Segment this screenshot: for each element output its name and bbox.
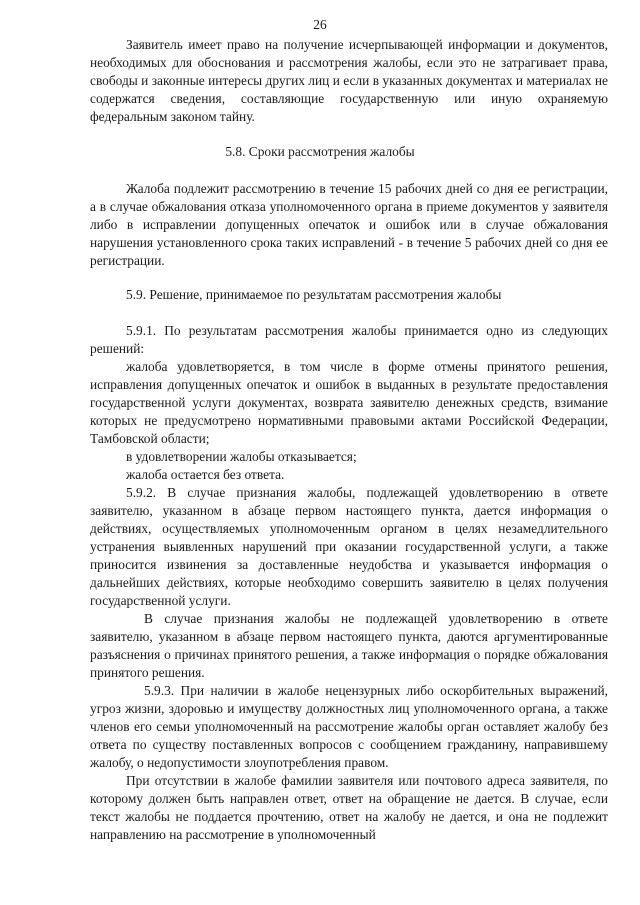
- section-5-9-block: [90, 322, 608, 844]
- rights-paragraph-block: [90, 36, 608, 126]
- paragraph-5-9-2: 5.9.2. В случае признания жалобы, подлежащей удовлетворению в ответе заявителю, указанном в абзаце первом настоящего пункта, дается информация о действиях, осуществляемых уполномоченным органом в целях незамедлительного устранения выявленных нарушений при оказании государственной услуги, а также приносится извинения за доставленные неудобства и указывается информация о дальнейших действиях, которые необходимо совершить заявителю в целях получения государственной услуги.: [90, 485, 608, 608]
- paragraph-5-9-3: 5.9.3. При наличии в жалобе нецензурных либо оскорбительных выражений, угроз жизни, здоровью и имуществу должностных лиц уполномоченного органа, а также членов его семьи уполномоченный на рассмотрение жалобы орган оставляет жалобу без ответа по существу поставленных вопросов с сообщением гражданину, направившему жалобу, о недопустимости злоупотребления правом.: [90, 683, 608, 770]
- paragraph-5-9-1: 5.9.1. По результатам рассмотрения жалобы принимается одно из следующих решений:: [90, 323, 608, 356]
- option-complaint-satisfied: жалоба удовлетворяется, в том числе в форме отмены принятого решения, исправления допущенных опечаток и ошибок в выданных в результате предоставления государственной услуги документах, возврата заявителю денежных средств, взимание которых не предусмотрено нормативными правовыми актами Российской Федерации, Тамбовской области;: [90, 359, 608, 446]
- page-number: 26: [313, 17, 327, 32]
- paragraph-missing-surname: При отсутствии в жалобе фамилии заявителя или почтового адреса заявителя, по которому должен быть направлен ответ, ответ на обращение не дается. В случае, если текст жалобы не поддается прочтению, ответ на жалобу не дается, и она не подлежит направлению на рассмотрение в уполномоченный: [90, 773, 608, 842]
- paragraph-applicant-rights: Заявитель имеет право на получение исчерпывающей информации и документов, необходимых для обоснования и рассмотрения жалобы, если это не затрагивает права, свободы и законные интересы других лиц и если в указанных документах и материалах не содержатся сведения, составляющие государственную или иную охраняемую федеральным законом тайну.: [90, 37, 608, 124]
- paragraph-review-deadlines: Жалоба подлежит рассмотрению в течение 15 рабочих дней со дня ее регистрации, а в случае обжалования отказа уполномоченного органа в приеме документов у заявителя либо в исправлении допущенных опечаток и ошибок или в случае обжалования нарушения установленного срока таких исправлений - в течение 5 рабочих дней со дня ее регистрации.: [90, 181, 608, 268]
- section-5-8-block: [90, 180, 608, 270]
- option-complaint-no-answer: жалоба остается без ответа.: [126, 467, 285, 482]
- paragraph-5-9-2-refusal: В случае признания жалобы не подлежащей удовлетворению в ответе заявителю, указанном в абзаце первом настоящего пункта, даются аргументированные разъяснения о причинах принятого решения, а также информация о порядке обжалования принятого решения.: [90, 611, 608, 680]
- section-5-9-heading: 5.9. Решение, принимаемое по результатам рассмотрения жалобы: [126, 287, 502, 302]
- section-5-8-heading: 5.8. Сроки рассмотрения жалобы: [225, 144, 415, 159]
- option-complaint-refused: в удовлетворении жалобы отказывается;: [126, 449, 357, 464]
